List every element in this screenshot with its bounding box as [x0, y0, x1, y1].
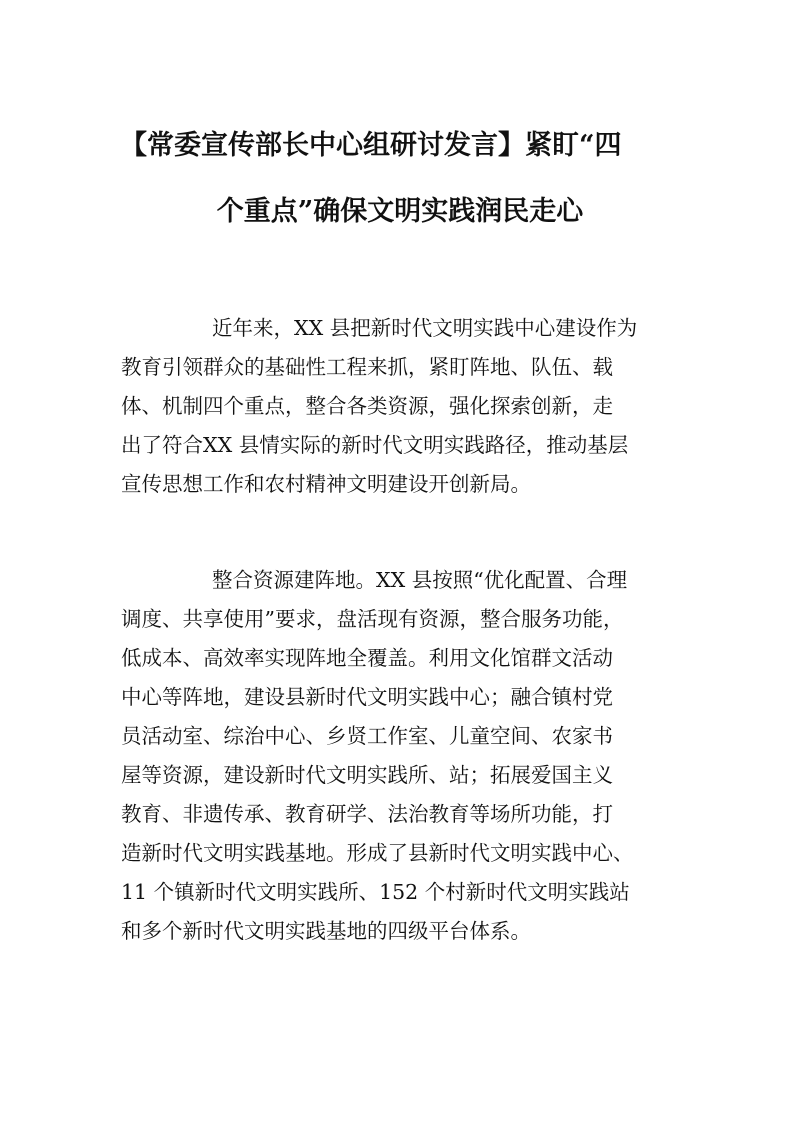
paragraph-line: 调度、共享使用”要求，盘活现有资源，整合服务功能，: [121, 607, 624, 631]
paragraph-line: 近年来，XX 县把新时代文明实践中心建设作为: [212, 316, 638, 340]
paragraph-line: 宣传思想工作和农村精神文明建设开创新局。: [121, 472, 531, 496]
paragraph-line: 出了符合XX 县情实际的新时代文明实践路径，推动基层: [121, 433, 629, 457]
paragraph-line: 屋等资源，建设新时代文明实践所、站；拓展爱国主义: [121, 763, 613, 787]
document-title: [120, 132, 680, 226]
paragraph-intro: [121, 309, 681, 504]
paragraph-line: 11 个镇新时代文明实践所、152 个村新时代文明实践站: [121, 880, 630, 904]
paragraph-line: 员活动室、综治中心、乡贤工作室、儿童空间、农家书: [121, 724, 613, 748]
paragraph-line: 整合资源建阵地。XX 县按照“优化配置、合理: [212, 568, 628, 592]
paragraph-line: 低成本、高效率实现阵地全覆盖。利用文化馆群文活动: [121, 646, 613, 670]
title-line-1: 【常委宣传部长中心组研讨发言】紧盯“四: [120, 130, 622, 161]
paragraph-line: 和多个新时代文明实践基地的四级平台体系。: [121, 919, 531, 943]
title-line-2: 个重点”确保文明实践润民走心: [216, 196, 584, 227]
paragraph-line: 教育引领群众的基础性工程来抓，紧盯阵地、队伍、载: [121, 355, 613, 379]
paragraph-line: 中心等阵地，建设县新时代文明实践中心；融合镇村党: [121, 685, 613, 709]
paragraph-integrate-resources: [121, 561, 681, 951]
paragraph-line: 造新时代文明实践基地。形成了县新时代文明实践中心、: [121, 841, 634, 865]
paragraph-line: 体、机制四个重点，整合各类资源，强化探索创新，走: [121, 394, 613, 418]
paragraph-line: 教育、非遗传承、教育研学、法治教育等场所功能，打: [121, 802, 613, 826]
